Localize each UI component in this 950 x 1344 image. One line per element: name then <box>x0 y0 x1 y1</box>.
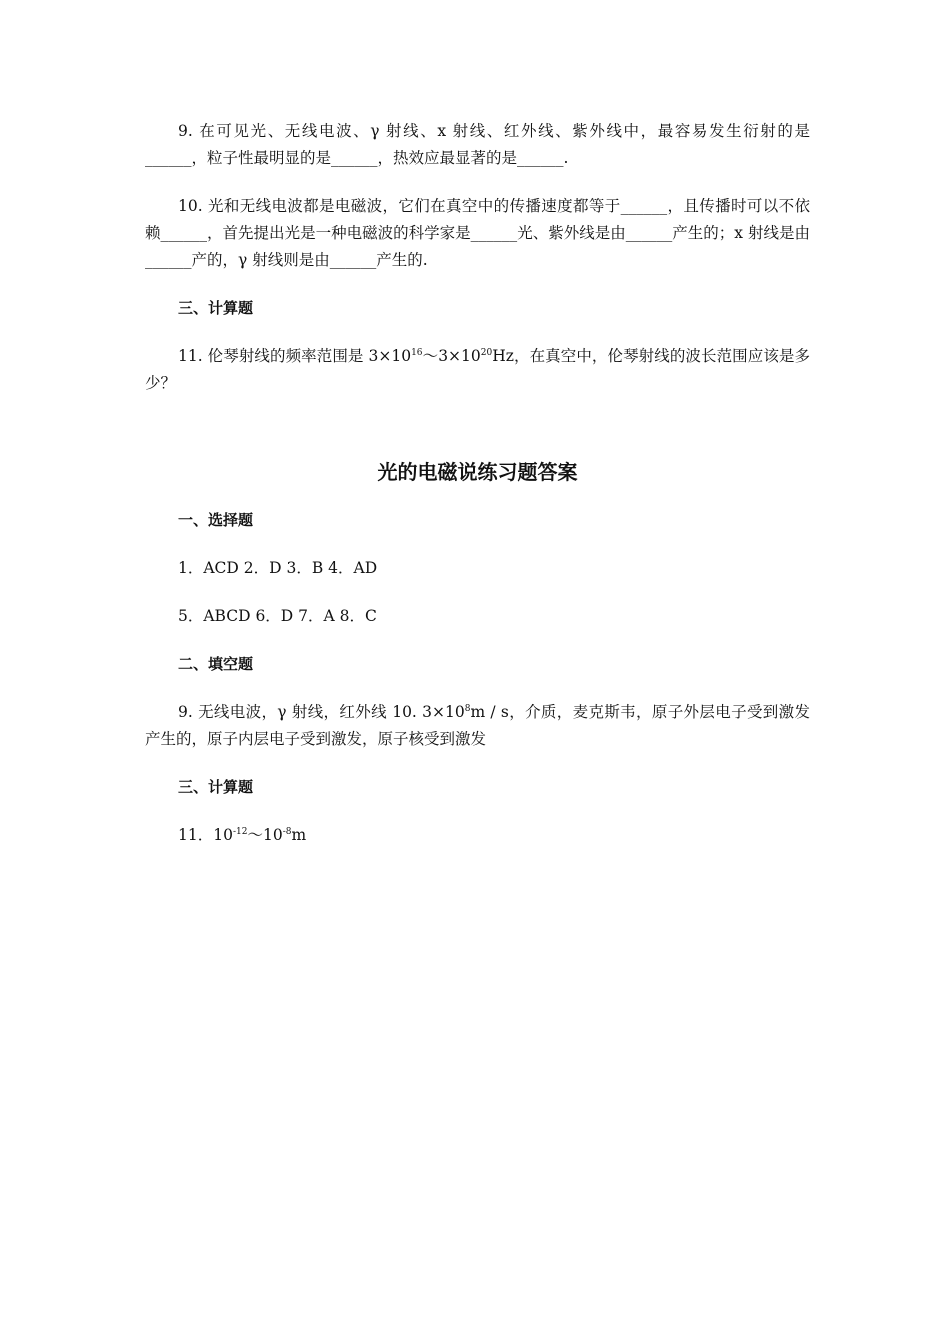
question-11 <box>145 343 810 397</box>
answer-fill <box>145 699 810 753</box>
question-9: 9. 在可见光、无线电波、γ 射线、x 射线、红外线、紫外线中，最容易发生衍射的是______，粒子性最明显的是______，热效应最显著的是______. <box>145 122 810 167</box>
answer-line-1: 1．ACD 2．D 3．B 4．AD <box>178 559 378 577</box>
section-heading-calculation-answer: 三、计算题 <box>178 778 254 796</box>
question-10: 10. 光和无线电波都是电磁波，它们在真空中的传播速度都等于______，且传播时可以不依赖______，首先提出光是一种电磁波的科学家是______光、紫外线是由______产生的；x 射线是由______产的，γ 射线则是由______产生的. <box>145 197 810 269</box>
answer-calc-text-c: m <box>291 826 307 844</box>
answer-line-2: 5．ABCD 6．D 7．A 8．C <box>178 607 377 625</box>
answer-calc-exponent-2: -8 <box>282 827 292 837</box>
question-11-exponent-1: 16 <box>411 348 423 358</box>
answer-fill-text-b: m / s，介质，麦克斯韦，原子外层电子受到激发产生的，原子内层电子受到激发，原子核受到激发 <box>145 703 811 748</box>
question-11-text-c: Hz，在真空中，伦琴射线的波长范围应该是多少？ <box>145 347 811 392</box>
answer-calc-exponent-1: -12 <box>232 827 248 837</box>
section-heading-fill: 二、填空题 <box>178 655 254 673</box>
answers-title: 光的电磁说练习题答案 <box>377 460 578 484</box>
question-11-exponent-2: 20 <box>480 348 493 358</box>
answer-fill-exponent: 8 <box>464 704 471 714</box>
answer-fill-text-a: 9. 无线电波，γ 射线，红外线 10. 3×10 <box>178 703 465 721</box>
section-heading-calculation: 三、计算题 <box>178 299 254 317</box>
question-11-text-b: ～3×10 <box>422 347 481 365</box>
answer-calc-text-b: ～10 <box>247 826 283 844</box>
answer-calc-text-a: 11．10 <box>178 826 233 844</box>
section-heading-choice: 一、选择题 <box>178 511 254 529</box>
document-page <box>145 118 810 870</box>
answer-calc <box>145 822 810 849</box>
question-11-text-a: 11. 伦琴射线的频率范围是 3×10 <box>178 347 412 365</box>
